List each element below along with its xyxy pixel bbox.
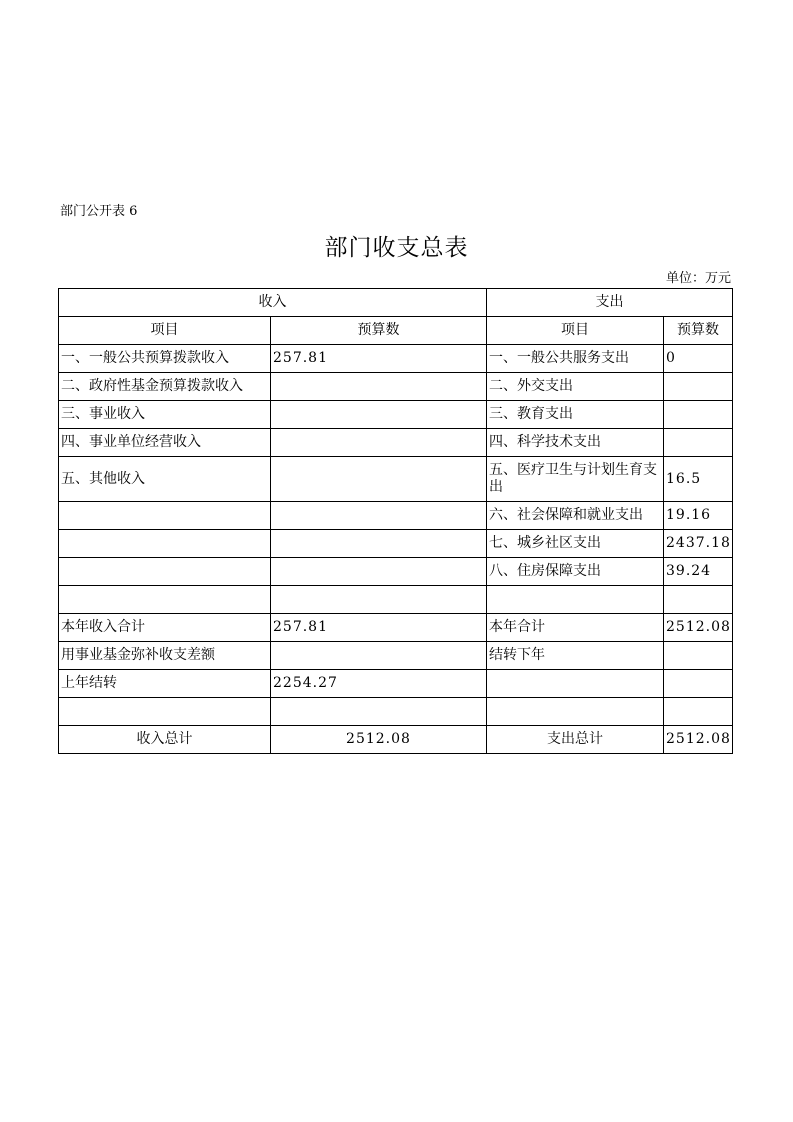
expense-value xyxy=(664,429,733,457)
expense-value: 2437.18 xyxy=(664,530,733,558)
expense-value xyxy=(664,401,733,429)
income-budget-header: 预算数 xyxy=(271,317,487,345)
expense-item xyxy=(487,670,664,698)
table-row xyxy=(59,502,733,530)
income-item-header: 项目 xyxy=(59,317,271,345)
table-row xyxy=(59,345,733,373)
income-value xyxy=(271,401,487,429)
expense-budget-header: 预算数 xyxy=(664,317,733,345)
expense-item xyxy=(487,698,664,726)
column-header-row xyxy=(59,317,733,345)
expense-item xyxy=(487,586,664,614)
income-item: 三、事业收入 xyxy=(59,401,271,429)
expense-value xyxy=(664,698,733,726)
income-item: 用事业基金弥补收支差额 xyxy=(59,642,271,670)
document-label: 部门公开表 6 xyxy=(60,204,138,219)
expense-item: 二、外交支出 xyxy=(487,373,664,401)
expense-item: 七、城乡社区支出 xyxy=(487,530,664,558)
table-row xyxy=(59,698,733,726)
table-row xyxy=(59,429,733,457)
table-row xyxy=(59,373,733,401)
income-value xyxy=(271,586,487,614)
income-total-label: 收入总计 xyxy=(59,726,271,754)
table-row xyxy=(59,530,733,558)
income-value xyxy=(271,457,487,502)
table-row xyxy=(59,558,733,586)
expense-item: 本年合计 xyxy=(487,614,664,642)
page-title: 部门收支总表 xyxy=(324,235,469,261)
income-item xyxy=(59,502,271,530)
table-row xyxy=(59,457,733,502)
table-row xyxy=(59,642,733,670)
income-item xyxy=(59,586,271,614)
income-item xyxy=(59,530,271,558)
expense-item: 五、医疗卫生与计划生育支出 xyxy=(487,457,664,502)
income-value xyxy=(271,530,487,558)
expense-value: 0 xyxy=(664,345,733,373)
income-item: 上年结转 xyxy=(59,670,271,698)
expense-item-header: 项目 xyxy=(487,317,664,345)
budget-summary-table xyxy=(58,288,733,754)
expense-value xyxy=(664,642,733,670)
income-group-header: 收入 xyxy=(59,289,487,317)
expense-item: 三、教育支出 xyxy=(487,401,664,429)
expense-group-header: 支出 xyxy=(487,289,733,317)
expense-item: 一、一般公共服务支出 xyxy=(487,345,664,373)
income-value xyxy=(271,698,487,726)
expense-value: 16.5 xyxy=(664,457,733,502)
group-header-row xyxy=(59,289,733,317)
expense-total-value: 2512.08 xyxy=(664,726,733,754)
table-row xyxy=(59,401,733,429)
expense-value: 39.24 xyxy=(664,558,733,586)
income-value xyxy=(271,429,487,457)
income-value: 257.81 xyxy=(271,614,487,642)
expense-item: 六、社会保障和就业支出 xyxy=(487,502,664,530)
totals-row xyxy=(59,726,733,754)
income-value: 2254.27 xyxy=(271,670,487,698)
expense-value xyxy=(664,373,733,401)
income-item xyxy=(59,558,271,586)
unit-label: 单位：万元 xyxy=(665,271,731,286)
table-row xyxy=(59,670,733,698)
expense-total-label: 支出总计 xyxy=(487,726,664,754)
income-item: 四、事业单位经营收入 xyxy=(59,429,271,457)
income-value xyxy=(271,558,487,586)
expense-value xyxy=(664,670,733,698)
expense-value: 2512.08 xyxy=(664,614,733,642)
income-item: 五、其他收入 xyxy=(59,457,271,502)
income-value xyxy=(271,502,487,530)
expense-value: 19.16 xyxy=(664,502,733,530)
income-value xyxy=(271,373,487,401)
income-item: 本年收入合计 xyxy=(59,614,271,642)
expense-item: 四、科学技术支出 xyxy=(487,429,664,457)
expense-value xyxy=(664,586,733,614)
income-total-value: 2512.08 xyxy=(271,726,487,754)
table-row xyxy=(59,614,733,642)
income-item xyxy=(59,698,271,726)
income-value: 257.81 xyxy=(271,345,487,373)
expense-item: 结转下年 xyxy=(487,642,664,670)
table-row xyxy=(59,586,733,614)
income-value xyxy=(271,642,487,670)
income-item: 一、一般公共预算拨款收入 xyxy=(59,345,271,373)
income-item: 二、政府性基金预算拨款收入 xyxy=(59,373,271,401)
expense-item: 八、住房保障支出 xyxy=(487,558,664,586)
